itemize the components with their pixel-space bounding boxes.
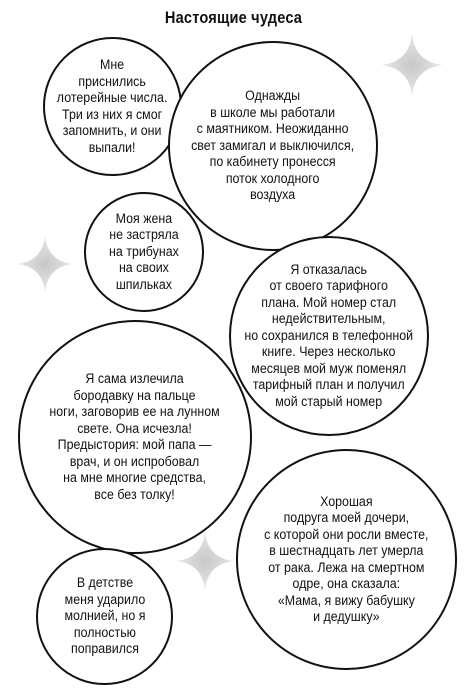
miracle-text: Однажды в школе мы работали с маятником. Неожиданно свет замигал и выключился, по кабинету пронесся поток холодного воздуха [191,88,355,203]
page-title: Настоящие чудеса [164,8,303,27]
sparkle-icon-left [17,236,73,292]
miracle-bubble-lottery [43,37,182,176]
miracle-bubble-phone-number [229,236,429,436]
miracle-bubble-heels [84,192,204,312]
miracle-bubble-pendulum [168,41,378,251]
miracle-bubble-lightning [36,548,173,685]
miracle-text: Я отказалась от своего тарифного плана. Мой номер стал недействительным, но сохранился в телефонной книге. Через несколько месяцев мой муж поменял тарифный план и получил мой старый номер [244,261,414,409]
sparkle-icon-top-right [381,34,443,96]
miracle-text: Я сама излечила бородавку на пальце ноги, заговорив ее на лунном свете. Она исчезла! Предыстория: мой папа — врач, и он испробовал на мне многие средства, все без толку! [49,371,221,502]
miracle-text: Моя жена не застряла на трибунах на своих шпильках [109,210,179,292]
miracle-text: Хорошая подруга моей дочери, с которой они росли вместе, в шестнадцать лет умерла от рака. Лежа на смертном одре, она сказала: «Мама, я вижу бабушку и дедушку» [264,493,429,624]
miracle-bubble-wart [18,320,252,554]
miracle-text: В детстве меня ударило молнией, но я полностью поправился [64,575,145,657]
miracle-bubble-grandparents [236,449,457,670]
miracle-text: Мне приснились лотерейные числа. Три из них я смог запомнить, и они выпали! [57,57,168,155]
